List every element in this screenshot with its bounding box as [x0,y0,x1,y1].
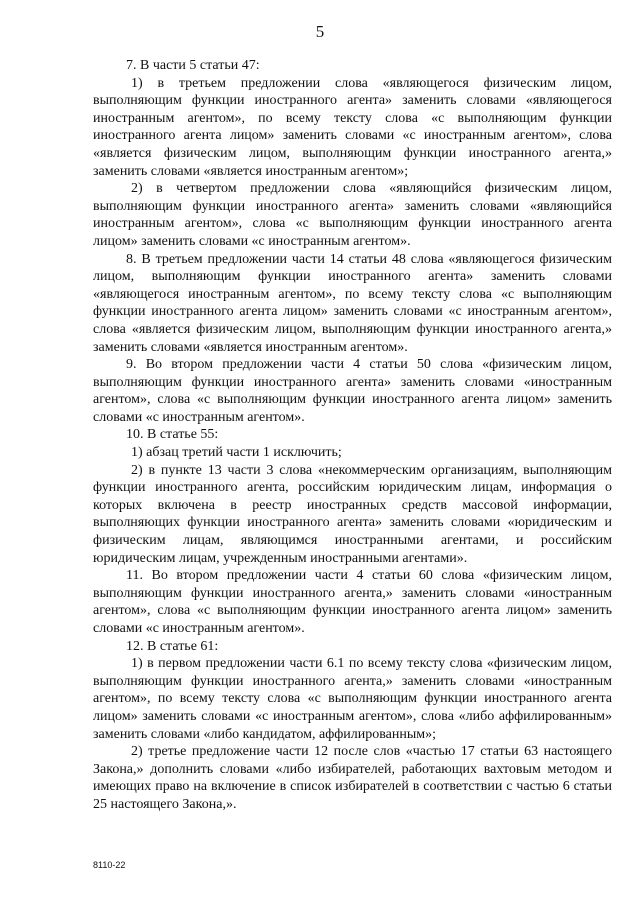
paragraph-10-item-2: 2) в пункте 13 части 3 слова «некоммерческим организациям, выполняющим функции иностранного агента, российским юридическим лицам, информация о которых включена в реестр иностранных средств массовой информации, выполняющих функции иностранного агента» заменить словами «юридическим и физическим лицам, являющимся иностранными агентами, и российским юридическим лицам, учрежденным иностранными агентами». [93,462,612,566]
paragraph-9: 9. Во втором предложении части 4 статьи 50 слова «физическим лицом, выполняющим функции иностранного агента» заменить словами «иностранным агентом», слова «с выполняющим функции иностранного агента лицом» заменить словами «с иностранным агентом». [93,357,612,425]
paragraph-12-item-1: 1) в первом предложении части 6.1 по всему тексту слова «физическим лицом, выполняющим функции иностранного агента,» заменить словами «иностранным агентом», по всему тексту слова «с выполняющим функции иностранного агента лицом» заменить словами «с иностранным агентом», слова «либо аффилированным» заменить словами «либо кандидатом, аффилированным»; [93,656,612,742]
paragraph-10: 10. В статье 55: [126,427,219,443]
document-body [93,57,612,814]
paragraph-7: 7. В части 5 статьи 47: [126,58,260,73]
paragraph-7-item-2: 2) в четвертом предложении слова «являющийся физическим лицом, выполняющим функции иностранного агента» заменить словами «являющийся иностранным агентом», слова «с выполняющим функции иностранного агента лицом» заменить словами «с иностранным агентом». [93,181,612,249]
paragraph-12: 12. В статье 61: [126,638,219,654]
paragraph-8: 8. В третьем предложении части 14 статьи 48 слова «являющегося физическим лицом, выполняющим функции иностранного агента» заменить словами «являющегося иностранным агентом», по всему тексту слова «с выполняющим функции иностранного агента лицом» заменить словами «с иностранным агентом», слова «является физическим лицом, выполняющим функции иностранного агента,» заменить словами «является иностранным агентом». [93,251,612,355]
document-code: 8110-22 [93,860,126,870]
paragraph-10-item-1: 1) абзац третий части 1 исключить; [131,445,342,461]
paragraph-7-item-1: 1) в третьем предложении слова «являющегося физическим лицом, выполняющим функции иностранного агента» заменить словами «являющегося иностранным агентом», по всему тексту слова «с выполняющим функции иностранного агента лицом» заменить словами «с иностранным агентом», слова «является физическим лицом, выполняющим функции иностранного агента,» заменить словами «является иностранным агентом»; [93,75,612,179]
paragraph-12-item-2: 2) третье предложение части 12 после слов «частью 17 статьи 63 настоящего Закона,» дополнить словами «либо избирателей, работающих вахтовым методом и имеющих право на включение в список избирателей в соответствии с частью 6 статьи 25 настоящего Закона,». [93,744,612,812]
page-number: 5 [315,22,325,41]
paragraph-11: 11. Во втором предложении части 4 статьи 60 слова «физическим лицом, выполняющим функции иностранного агента,» заменить словами «иностранным агентом», слова «с выполняющим функции иностранного агента лицом» заменить словами «с иностранным агентом». [93,568,612,636]
